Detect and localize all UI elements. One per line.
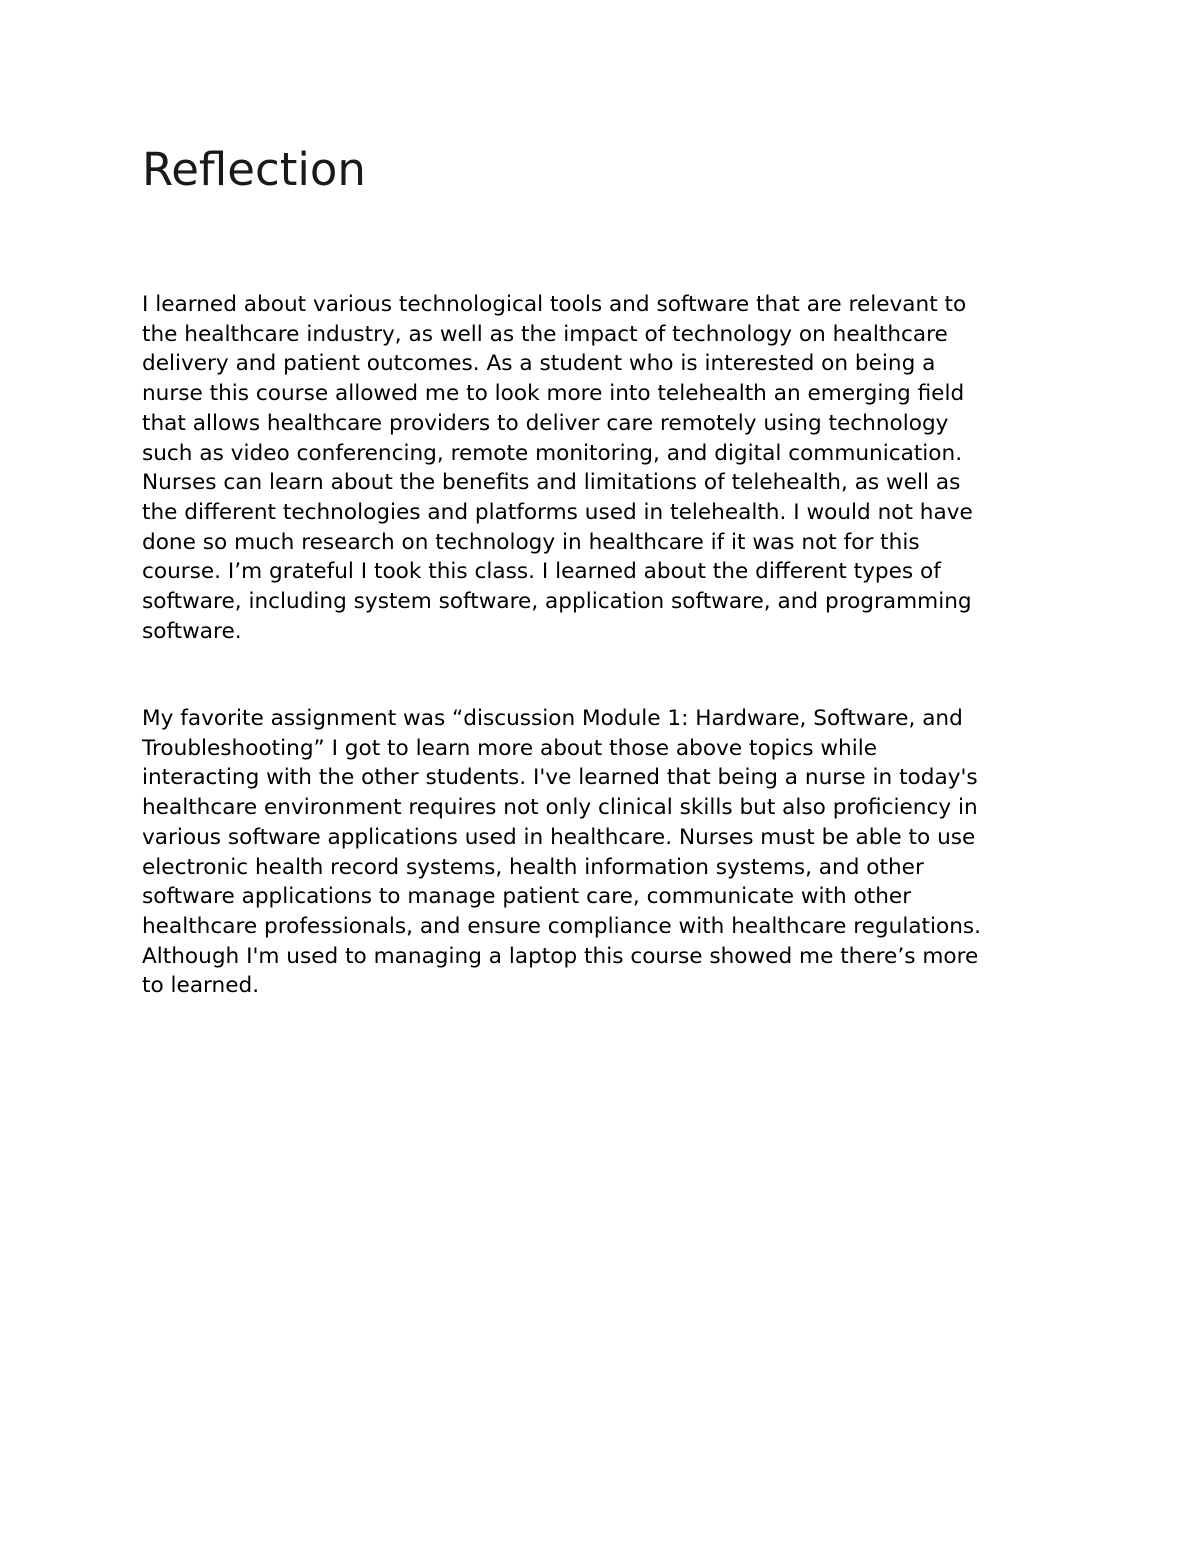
paragraph-line: various software applications used in healthcare. Nurses must be able to use [142, 824, 976, 850]
paragraph-learning [142, 290, 1062, 646]
paragraph-line: the healthcare industry, as well as the impact of technology on healthcare [142, 321, 948, 347]
paragraph-line: My favorite assignment was “discussion Module 1: Hardware, Software, and [142, 706, 963, 731]
paragraph-line: software. [142, 618, 242, 644]
paragraph-line: delivery and patient outcomes. As a student who is interested on being a [142, 351, 936, 377]
paragraph-line: nurse this course allowed me to look more into telehealth an emerging field [142, 381, 965, 407]
paragraph-line: software, including system software, application software, and programming [142, 589, 972, 615]
paragraph-line: that allows healthcare providers to deliver care remotely using technology [142, 410, 949, 436]
paragraph-line: software applications to manage patient care, communicate with other [142, 884, 912, 910]
paragraph-line: Although I'm used to managing a laptop this course showed me there’s more [142, 943, 979, 969]
paragraph-line: I learned about various technological tools and software that are relevant to [142, 292, 967, 317]
paragraph-line: electronic health record systems, health information systems, and other [142, 854, 924, 880]
paragraph-line: course. I’m grateful I took this class. I learned about the different types of [142, 559, 941, 585]
paragraph-line: such as video conferencing, remote monitoring, and digital communication. [142, 440, 963, 466]
paragraph-favorite-assignment [142, 704, 1062, 1001]
paragraph-line: Troubleshooting” I got to learn more about those above topics while [142, 735, 877, 761]
paragraph-line: to learned. [142, 973, 260, 999]
paragraph-line: interacting with the other students. I've learned that being a nurse in today's [142, 765, 978, 791]
paragraph-line: the different technologies and platforms used in telehealth. I would not have [142, 499, 973, 525]
paragraph-line: done so much research on technology in healthcare if it was not for this [142, 529, 920, 555]
paragraph-line: healthcare environment requires not only clinical skills but also proficiency in [142, 795, 978, 821]
paragraph-line: Nurses can learn about the benefits and limitations of telehealth, as well as [142, 470, 961, 496]
paragraph-line: healthcare professionals, and ensure compliance with healthcare regulations. [142, 913, 982, 939]
document-title: Reflection [142, 143, 366, 196]
